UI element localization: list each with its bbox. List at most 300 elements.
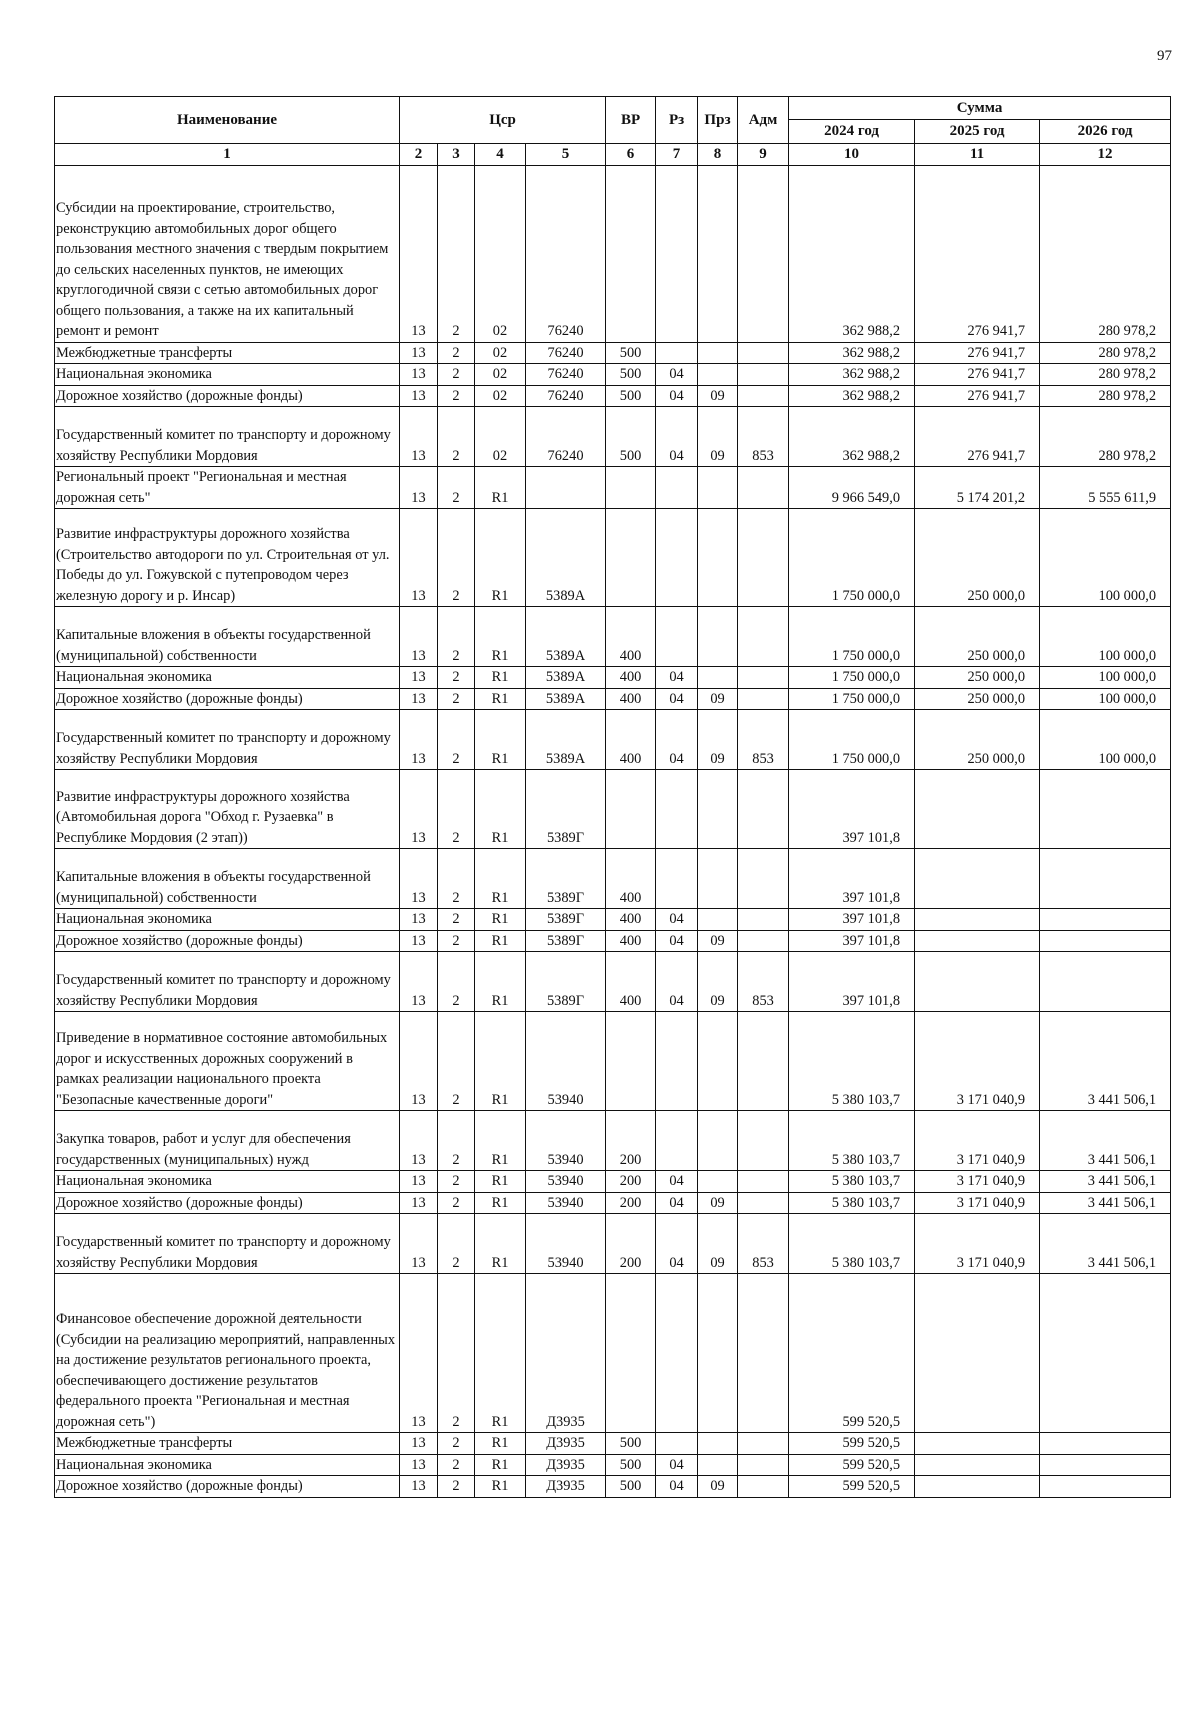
amount-2025 [915, 1433, 1040, 1455]
adm-code [738, 385, 789, 407]
csr-part-1: 13 [400, 364, 438, 386]
csr-part-4: 5389Г [526, 930, 606, 952]
amount-2026: 100 000,0 [1040, 710, 1171, 770]
prz-code [698, 1433, 738, 1455]
csr-part-4: 5389А [526, 607, 606, 667]
amount-2024: 599 520,5 [789, 1454, 915, 1476]
table-row [55, 1012, 1171, 1111]
row-name: Приведение в нормативное состояние автомобильных дорог и искусственных дорожных сооружений в рамках реализации национального проекта "Безопасные качественные дороги" [55, 1012, 400, 1111]
csr-part-4: 53940 [526, 1111, 606, 1171]
csr-part-3: R1 [475, 467, 526, 509]
amount-2024: 397 101,8 [789, 952, 915, 1012]
column-index-cell: 4 [475, 144, 526, 166]
amount-2025 [915, 909, 1040, 931]
csr-part-3: 02 [475, 407, 526, 467]
amount-2026: 5 555 611,9 [1040, 467, 1171, 509]
adm-code [738, 467, 789, 509]
csr-part-2: 2 [438, 364, 475, 386]
table-row [55, 385, 1171, 407]
amount-2026 [1040, 1433, 1171, 1455]
row-name: Дорожное хозяйство (дорожные фонды) [55, 930, 400, 952]
csr-part-1: 13 [400, 607, 438, 667]
amount-2025 [915, 1476, 1040, 1498]
row-name: Государственный комитет по транспорту и дорожному хозяйству Республики Мордовия [55, 710, 400, 770]
header-name: Наименование [55, 97, 400, 144]
amount-2024: 5 380 103,7 [789, 1012, 915, 1111]
amount-2026: 100 000,0 [1040, 667, 1171, 689]
csr-part-4 [526, 467, 606, 509]
prz-code [698, 509, 738, 607]
row-name: Дорожное хозяйство (дорожные фонды) [55, 1476, 400, 1498]
table-row [55, 1433, 1171, 1455]
table-row [55, 667, 1171, 689]
adm-code [738, 930, 789, 952]
adm-code [738, 688, 789, 710]
row-name: Дорожное хозяйство (дорожные фонды) [55, 688, 400, 710]
amount-2026: 3 441 506,1 [1040, 1192, 1171, 1214]
header-year-2026: 2026 год [1040, 120, 1171, 144]
prz-code [698, 1454, 738, 1476]
csr-part-4: 76240 [526, 407, 606, 467]
rz-code [656, 1274, 698, 1433]
csr-part-4: 76240 [526, 385, 606, 407]
row-name: Государственный комитет по транспорту и дорожному хозяйству Республики Мордовия [55, 407, 400, 467]
amount-2026: 280 978,2 [1040, 342, 1171, 364]
vr-code: 400 [606, 849, 656, 909]
column-index-row [55, 144, 1171, 166]
amount-2026 [1040, 1274, 1171, 1433]
csr-part-1: 13 [400, 385, 438, 407]
csr-part-3: R1 [475, 509, 526, 607]
csr-part-1: 13 [400, 849, 438, 909]
prz-code [698, 467, 738, 509]
adm-code [738, 607, 789, 667]
table-row [55, 607, 1171, 667]
csr-part-4: Д3935 [526, 1433, 606, 1455]
amount-2025 [915, 770, 1040, 849]
table-row [55, 930, 1171, 952]
table-row [55, 710, 1171, 770]
rz-code: 04 [656, 1214, 698, 1274]
amount-2026 [1040, 909, 1171, 931]
prz-code [698, 165, 738, 342]
csr-part-1: 13 [400, 667, 438, 689]
csr-part-1: 13 [400, 909, 438, 931]
row-name: Дорожное хозяйство (дорожные фонды) [55, 1192, 400, 1214]
amount-2025 [915, 930, 1040, 952]
row-name: Национальная экономика [55, 667, 400, 689]
row-name: Государственный комитет по транспорту и дорожному хозяйству Республики Мордовия [55, 952, 400, 1012]
rz-code: 04 [656, 667, 698, 689]
vr-code [606, 165, 656, 342]
adm-code [738, 1274, 789, 1433]
amount-2025: 276 941,7 [915, 165, 1040, 342]
csr-part-1: 13 [400, 770, 438, 849]
adm-code [738, 1192, 789, 1214]
csr-part-3: 02 [475, 165, 526, 342]
csr-part-4: 76240 [526, 342, 606, 364]
vr-code [606, 467, 656, 509]
table-row [55, 688, 1171, 710]
row-name: Финансовое обеспечение дорожной деятельности (Субсидии на реализацию мероприятий, направленных на достижение результатов регионального проекта, обеспечивающего достижение результатов федерального проекта "Региональная и местная дорожная сеть") [55, 1274, 400, 1433]
rz-code [656, 607, 698, 667]
csr-part-1: 13 [400, 1192, 438, 1214]
rz-code [656, 849, 698, 909]
amount-2026: 100 000,0 [1040, 509, 1171, 607]
amount-2025: 3 171 040,9 [915, 1012, 1040, 1111]
amount-2026 [1040, 1476, 1171, 1498]
csr-part-4: Д3935 [526, 1454, 606, 1476]
row-name: Национальная экономика [55, 1454, 400, 1476]
adm-code: 853 [738, 710, 789, 770]
amount-2024: 397 101,8 [789, 849, 915, 909]
prz-code: 09 [698, 952, 738, 1012]
adm-code: 853 [738, 407, 789, 467]
csr-part-3: R1 [475, 1476, 526, 1498]
budget-table [54, 96, 1171, 1498]
rz-code: 04 [656, 364, 698, 386]
csr-part-3: R1 [475, 1111, 526, 1171]
row-name: Капитальные вложения в объекты государственной (муниципальной) собственности [55, 849, 400, 909]
amount-2024: 362 988,2 [789, 407, 915, 467]
rz-code: 04 [656, 1171, 698, 1193]
amount-2024: 1 750 000,0 [789, 710, 915, 770]
csr-part-2: 2 [438, 342, 475, 364]
table-row [55, 1454, 1171, 1476]
row-name: Капитальные вложения в объекты государственной (муниципальной) собственности [55, 607, 400, 667]
amount-2025: 276 941,7 [915, 407, 1040, 467]
vr-code: 400 [606, 710, 656, 770]
vr-code: 400 [606, 952, 656, 1012]
amount-2024: 599 520,5 [789, 1433, 915, 1455]
row-name: Национальная экономика [55, 909, 400, 931]
prz-code [698, 667, 738, 689]
amount-2024: 599 520,5 [789, 1476, 915, 1498]
vr-code: 500 [606, 1454, 656, 1476]
csr-part-4: 5389Г [526, 909, 606, 931]
table-row [55, 1274, 1171, 1433]
amount-2024: 5 380 103,7 [789, 1192, 915, 1214]
amount-2025: 3 171 040,9 [915, 1171, 1040, 1193]
rz-code: 04 [656, 385, 698, 407]
table-row [55, 849, 1171, 909]
csr-part-4: 53940 [526, 1214, 606, 1274]
amount-2026 [1040, 930, 1171, 952]
adm-code [738, 509, 789, 607]
amount-2026 [1040, 770, 1171, 849]
amount-2024: 397 101,8 [789, 909, 915, 931]
vr-code: 500 [606, 364, 656, 386]
csr-part-3: R1 [475, 849, 526, 909]
csr-part-4: 5389Г [526, 849, 606, 909]
adm-code [738, 1454, 789, 1476]
amount-2025: 3 171 040,9 [915, 1192, 1040, 1214]
adm-code: 853 [738, 1214, 789, 1274]
csr-part-3: R1 [475, 909, 526, 931]
prz-code [698, 1171, 738, 1193]
table-row [55, 1192, 1171, 1214]
csr-part-1: 13 [400, 1012, 438, 1111]
amount-2024: 9 966 549,0 [789, 467, 915, 509]
table-row [55, 1171, 1171, 1193]
rz-code [656, 1012, 698, 1111]
csr-part-2: 2 [438, 849, 475, 909]
vr-code: 400 [606, 930, 656, 952]
amount-2024: 362 988,2 [789, 165, 915, 342]
csr-part-1: 13 [400, 1274, 438, 1433]
csr-part-3: 02 [475, 342, 526, 364]
amount-2026: 3 441 506,1 [1040, 1171, 1171, 1193]
csr-part-2: 2 [438, 688, 475, 710]
prz-code: 09 [698, 1192, 738, 1214]
vr-code: 500 [606, 1476, 656, 1498]
csr-part-1: 13 [400, 688, 438, 710]
amount-2026: 280 978,2 [1040, 165, 1171, 342]
prz-code [698, 364, 738, 386]
csr-part-1: 13 [400, 952, 438, 1012]
csr-part-4: 5389А [526, 710, 606, 770]
amount-2024: 5 380 103,7 [789, 1214, 915, 1274]
amount-2024: 1 750 000,0 [789, 667, 915, 689]
row-name: Дорожное хозяйство (дорожные фонды) [55, 385, 400, 407]
adm-code: 853 [738, 952, 789, 1012]
rz-code: 04 [656, 688, 698, 710]
rz-code [656, 509, 698, 607]
table-row [55, 364, 1171, 386]
amount-2024: 5 380 103,7 [789, 1171, 915, 1193]
csr-part-1: 13 [400, 1433, 438, 1455]
table-body [55, 165, 1171, 1497]
column-index-cell: 8 [698, 144, 738, 166]
amount-2025: 276 941,7 [915, 364, 1040, 386]
amount-2025: 276 941,7 [915, 342, 1040, 364]
table-row [55, 1476, 1171, 1498]
rz-code [656, 165, 698, 342]
row-name: Региональный проект "Региональная и местная дорожная сеть" [55, 467, 400, 509]
rz-code [656, 1433, 698, 1455]
csr-part-4: 5389Г [526, 770, 606, 849]
csr-part-1: 13 [400, 1454, 438, 1476]
csr-part-1: 13 [400, 930, 438, 952]
prz-code [698, 1274, 738, 1433]
adm-code [738, 770, 789, 849]
adm-code [738, 849, 789, 909]
csr-part-1: 13 [400, 407, 438, 467]
table-row [55, 770, 1171, 849]
csr-part-3: R1 [475, 1012, 526, 1111]
row-name: Закупка товаров, работ и услуг для обеспечения государственных (муниципальных) нужд [55, 1111, 400, 1171]
amount-2026: 100 000,0 [1040, 688, 1171, 710]
csr-part-4: 5389А [526, 667, 606, 689]
vr-code [606, 509, 656, 607]
csr-part-3: 02 [475, 385, 526, 407]
column-index-cell: 6 [606, 144, 656, 166]
row-name: Национальная экономика [55, 1171, 400, 1193]
vr-code [606, 770, 656, 849]
amount-2024: 362 988,2 [789, 364, 915, 386]
column-index-cell: 7 [656, 144, 698, 166]
amount-2025: 5 174 201,2 [915, 467, 1040, 509]
rz-code [656, 1111, 698, 1171]
prz-code: 09 [698, 710, 738, 770]
csr-part-1: 13 [400, 1111, 438, 1171]
rz-code: 04 [656, 710, 698, 770]
csr-part-3: R1 [475, 1274, 526, 1433]
header-vr: ВР [606, 97, 656, 144]
csr-part-3: R1 [475, 607, 526, 667]
csr-part-2: 2 [438, 1433, 475, 1455]
column-index-cell: 5 [526, 144, 606, 166]
prz-code: 09 [698, 407, 738, 467]
amount-2026: 280 978,2 [1040, 385, 1171, 407]
vr-code [606, 1274, 656, 1433]
amount-2026 [1040, 1454, 1171, 1476]
csr-part-2: 2 [438, 909, 475, 931]
csr-part-4: 76240 [526, 165, 606, 342]
csr-part-4: 76240 [526, 364, 606, 386]
table-row [55, 952, 1171, 1012]
table-row [55, 909, 1171, 931]
csr-part-2: 2 [438, 930, 475, 952]
column-index-cell: 10 [789, 144, 915, 166]
amount-2025 [915, 1454, 1040, 1476]
column-index-cell: 9 [738, 144, 789, 166]
table-row [55, 509, 1171, 607]
vr-code: 400 [606, 607, 656, 667]
vr-code: 400 [606, 909, 656, 931]
amount-2024: 1 750 000,0 [789, 688, 915, 710]
rz-code: 04 [656, 1476, 698, 1498]
column-index-cell: 2 [400, 144, 438, 166]
csr-part-1: 13 [400, 342, 438, 364]
csr-part-2: 2 [438, 1454, 475, 1476]
csr-part-4: Д3935 [526, 1476, 606, 1498]
vr-code: 400 [606, 667, 656, 689]
header-year-2025: 2025 год [915, 120, 1040, 144]
amount-2025: 276 941,7 [915, 385, 1040, 407]
amount-2024: 1 750 000,0 [789, 509, 915, 607]
amount-2026: 3 441 506,1 [1040, 1214, 1171, 1274]
csr-part-2: 2 [438, 1274, 475, 1433]
table-row [55, 1214, 1171, 1274]
adm-code [738, 667, 789, 689]
prz-code: 09 [698, 385, 738, 407]
vr-code: 500 [606, 407, 656, 467]
csr-part-2: 2 [438, 952, 475, 1012]
csr-part-1: 13 [400, 165, 438, 342]
prz-code [698, 909, 738, 931]
csr-part-3: 02 [475, 364, 526, 386]
row-name: Развитие инфраструктуры дорожного хозяйства (Автомобильная дорога "Обход г. Рузаевка" в Республике Мордовия (2 этап)) [55, 770, 400, 849]
prz-code [698, 607, 738, 667]
amount-2026: 280 978,2 [1040, 407, 1171, 467]
column-index-cell: 12 [1040, 144, 1171, 166]
csr-part-1: 13 [400, 1214, 438, 1274]
rz-code: 04 [656, 952, 698, 1012]
rz-code: 04 [656, 909, 698, 931]
amount-2025: 250 000,0 [915, 688, 1040, 710]
amount-2024: 5 380 103,7 [789, 1111, 915, 1171]
csr-part-2: 2 [438, 467, 475, 509]
amount-2026: 280 978,2 [1040, 364, 1171, 386]
header-sum: Сумма [789, 97, 1171, 120]
csr-part-1: 13 [400, 710, 438, 770]
prz-code: 09 [698, 930, 738, 952]
rz-code: 04 [656, 930, 698, 952]
column-index-cell: 11 [915, 144, 1040, 166]
prz-code [698, 1012, 738, 1111]
amount-2024: 397 101,8 [789, 770, 915, 849]
amount-2025: 250 000,0 [915, 710, 1040, 770]
csr-part-3: R1 [475, 667, 526, 689]
vr-code [606, 1012, 656, 1111]
header-rz: Рз [656, 97, 698, 144]
csr-part-1: 13 [400, 1476, 438, 1498]
amount-2025: 250 000,0 [915, 667, 1040, 689]
amount-2024: 599 520,5 [789, 1274, 915, 1433]
csr-part-3: R1 [475, 770, 526, 849]
vr-code: 200 [606, 1111, 656, 1171]
column-index-cell: 3 [438, 144, 475, 166]
amount-2024: 1 750 000,0 [789, 607, 915, 667]
vr-code: 500 [606, 1433, 656, 1455]
table-row [55, 467, 1171, 509]
csr-part-3: R1 [475, 688, 526, 710]
csr-part-2: 2 [438, 1111, 475, 1171]
vr-code: 200 [606, 1214, 656, 1274]
adm-code [738, 909, 789, 931]
csr-part-2: 2 [438, 770, 475, 849]
prz-code [698, 849, 738, 909]
prz-code: 09 [698, 688, 738, 710]
csr-part-2: 2 [438, 1012, 475, 1111]
table-row [55, 165, 1171, 342]
csr-part-4: 5389Г [526, 952, 606, 1012]
adm-code [738, 1476, 789, 1498]
csr-part-4: 5389А [526, 688, 606, 710]
csr-part-2: 2 [438, 165, 475, 342]
prz-code: 09 [698, 1476, 738, 1498]
csr-part-2: 2 [438, 1192, 475, 1214]
csr-part-3: R1 [475, 930, 526, 952]
row-name: Национальная экономика [55, 364, 400, 386]
prz-code [698, 1111, 738, 1171]
prz-code: 09 [698, 1214, 738, 1274]
amount-2026: 3 441 506,1 [1040, 1012, 1171, 1111]
header-csr: Цср [400, 97, 606, 144]
csr-part-2: 2 [438, 1171, 475, 1193]
csr-part-2: 2 [438, 385, 475, 407]
rz-code: 04 [656, 1454, 698, 1476]
csr-part-4: 53940 [526, 1012, 606, 1111]
csr-part-2: 2 [438, 407, 475, 467]
table-row [55, 1111, 1171, 1171]
csr-part-1: 13 [400, 467, 438, 509]
vr-code: 500 [606, 385, 656, 407]
amount-2025: 3 171 040,9 [915, 1111, 1040, 1171]
row-name: Межбюджетные трансферты [55, 342, 400, 364]
csr-part-2: 2 [438, 1476, 475, 1498]
rz-code: 04 [656, 407, 698, 467]
csr-part-2: 2 [438, 667, 475, 689]
csr-part-4: 53940 [526, 1171, 606, 1193]
header-year-2024: 2024 год [789, 120, 915, 144]
vr-code: 500 [606, 342, 656, 364]
amount-2025: 250 000,0 [915, 509, 1040, 607]
adm-code [738, 1171, 789, 1193]
csr-part-3: R1 [475, 1454, 526, 1476]
csr-part-2: 2 [438, 509, 475, 607]
